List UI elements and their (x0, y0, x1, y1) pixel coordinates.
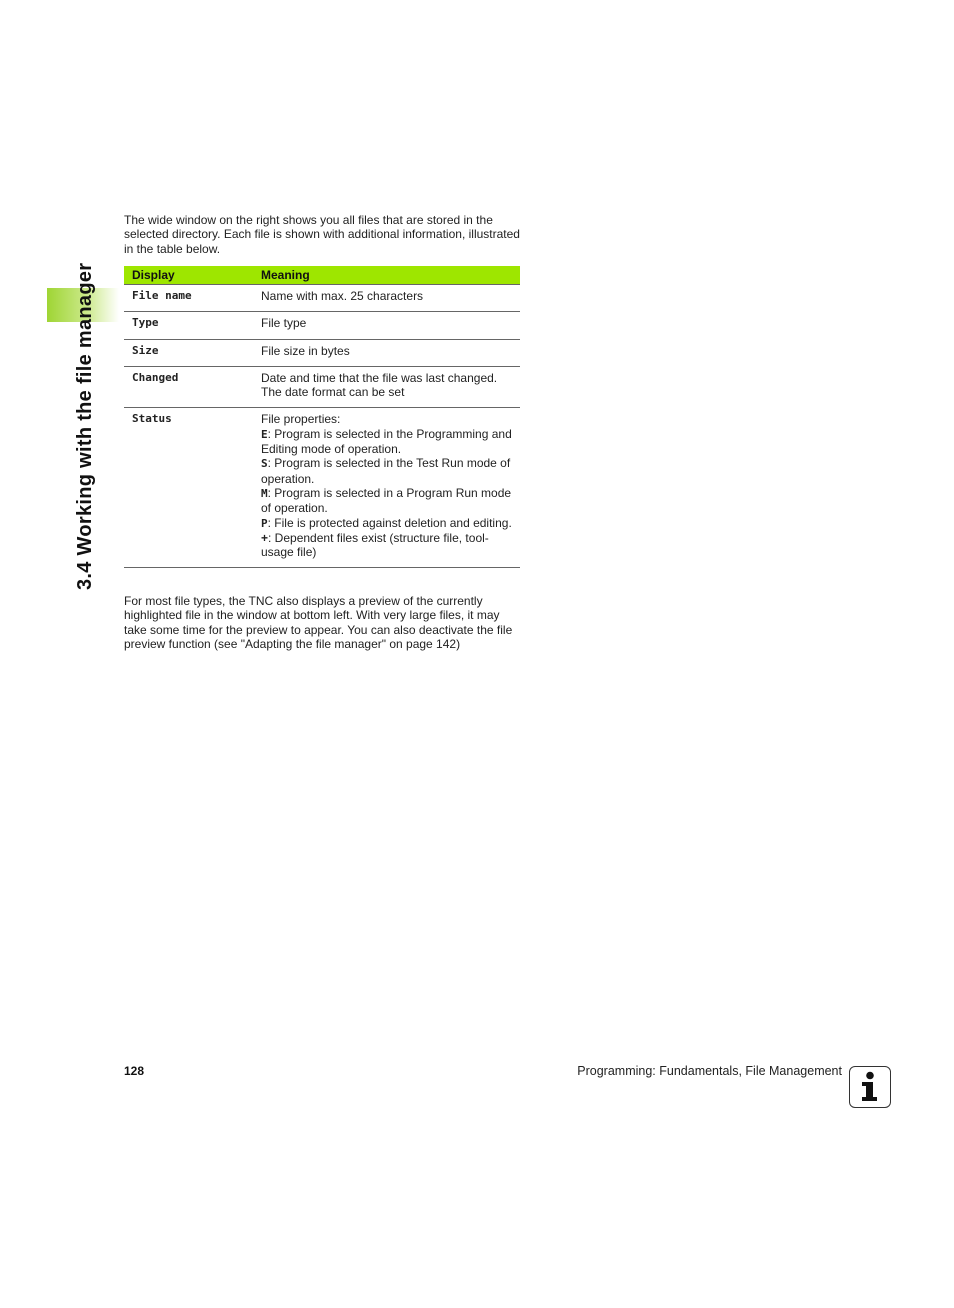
info-icon (849, 1066, 891, 1108)
table-header-row (124, 266, 520, 285)
outro-paragraph: For most file types, the TNC also displays a preview of the currently highlighted file in the window at bottom left. With very large files, it may take some time for the preview to appear. You can also deactivate the file preview function (see "Adapting the file manager" on page 142) (124, 594, 513, 651)
row-key: Status (124, 408, 253, 568)
footer-title: Programming: Fundamentals, File Management (577, 1064, 842, 1078)
header-meaning: Meaning (253, 266, 520, 285)
row-meaning: Name with max. 25 characters (253, 285, 520, 312)
row-key: File name (124, 285, 253, 312)
status-text: : Program is selected in the Programming and Editing mode of operation. (261, 426, 512, 457)
status-intro: File properties: (261, 412, 341, 427)
file-info-table (124, 266, 520, 568)
status-text: : Program is selected in the Test Run mode of operation. (261, 456, 511, 486)
table-row (124, 408, 520, 568)
status-item (261, 531, 512, 560)
row-meaning: File size in bytes (253, 339, 520, 366)
table-row (124, 339, 520, 366)
table-row (124, 312, 520, 339)
page-number: 128 (124, 1064, 145, 1078)
table-row (124, 366, 520, 408)
status-item (261, 486, 512, 516)
row-key: Changed (124, 366, 253, 408)
row-key: Type (124, 312, 253, 339)
status-code: S (261, 457, 268, 471)
table-row (124, 285, 520, 312)
status-text: : File is protected against deletion and editing. (267, 515, 512, 530)
row-meaning: Date and time that the file was last changed. The date format can be set (253, 366, 520, 408)
status-code: + (261, 530, 269, 545)
status-code: M (261, 486, 268, 500)
row-key: Size (124, 339, 253, 366)
status-item (261, 427, 512, 457)
row-meaning-status (253, 408, 520, 568)
section-title: 3.4 Working with the file manager (74, 262, 96, 590)
row-meaning: File type (253, 312, 520, 339)
intro-paragraph: The wide window on the right shows you all files that are stored in the selected directory. Each file is shown with additional information, illustrated in the table below. (124, 213, 520, 256)
status-item (261, 516, 512, 531)
header-display: Display (124, 266, 253, 285)
status-text: : Dependent files exist (structure file, tool-usage file) (261, 530, 489, 560)
status-text: : Program is selected in a Program Run mode of operation. (261, 485, 512, 516)
status-code: P (261, 516, 268, 530)
status-code: E (261, 427, 268, 441)
status-item (261, 456, 512, 486)
